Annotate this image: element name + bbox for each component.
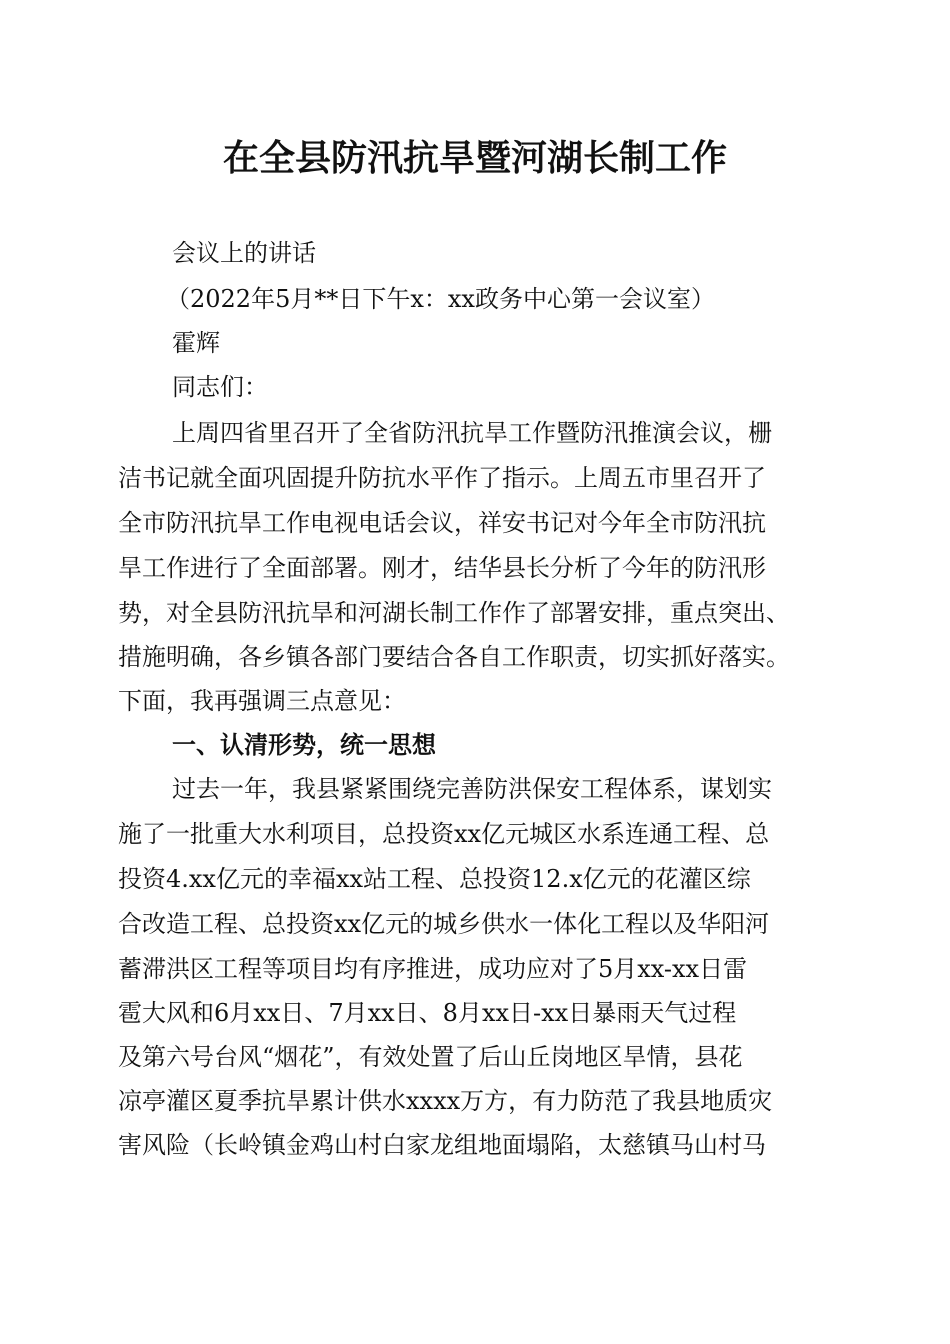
paragraph-line: 合改造工程、总投资xx亿元的城乡供水一体化工程以及华阳河 bbox=[118, 910, 770, 938]
paragraph-line: 全市防汛抗旱工作电视电话会议，祥安书记对今年全市防汛抗 bbox=[118, 509, 766, 537]
paragraph-line: 雹大风和6月xx日、7月xx日、8月xx日-xx日暴雨天气过程 bbox=[118, 999, 737, 1027]
paragraph-line: 投资4.xx亿元的幸福xx站工程、总投资12.x亿元的花灌区综 bbox=[118, 865, 751, 893]
paragraph-line: 措施明确，各乡镇各部门要结合各自工作职责，切实抓好落实。 bbox=[118, 643, 790, 671]
paragraph-line: 及第六号台风“烟花”，有效处置了后山丘岗地区旱情，县花 bbox=[118, 1043, 743, 1071]
paragraph-line: 过去一年，我县紧紧围绕完善防洪保安工程体系，谋划实 bbox=[172, 775, 772, 803]
paragraph-line: 凉亭灌区夏季抗旱累计供水xxxx万方，有力防范了我县地质灾 bbox=[118, 1087, 773, 1115]
meeting-meta: （2022年5月**日下午x：xx政务中心第一会议室） bbox=[166, 285, 715, 313]
author: 霍辉 bbox=[172, 329, 220, 357]
paragraph-line: 施了一批重大水利项目，总投资xx亿元城区水系连通工程、总 bbox=[118, 820, 770, 848]
paragraph-line: 势，对全县防汛抗旱和河湖长制工作作了部署安排，重点突出、 bbox=[118, 599, 790, 627]
paragraph-line: 洁书记就全面巩固提升防抗水平作了指示。上周五市里召开了 bbox=[118, 464, 766, 492]
paragraph-line: 害风险（长岭镇金鸡山村白家龙组地面塌陷，太慈镇马山村马 bbox=[118, 1131, 766, 1159]
subtitle: 会议上的讲话 bbox=[172, 239, 316, 267]
salutation: 同志们： bbox=[172, 373, 268, 401]
section-heading: 一、认清形势，统一思想 bbox=[172, 731, 436, 759]
document-title: 在全县防汛抗旱暨河湖长制工作 bbox=[222, 137, 727, 179]
paragraph-line: 蓄滞洪区工程等项目均有序推进，成功应对了5月xx-xx日雷 bbox=[118, 955, 748, 983]
paragraph-line: 下面，我再强调三点意见： bbox=[118, 687, 406, 715]
paragraph-line: 上周四省里召开了全省防汛抗旱工作暨防汛推演会议，栅 bbox=[172, 419, 772, 447]
paragraph-line: 旱工作进行了全面部署。刚才，结华县长分析了今年的防汛形 bbox=[118, 554, 766, 582]
